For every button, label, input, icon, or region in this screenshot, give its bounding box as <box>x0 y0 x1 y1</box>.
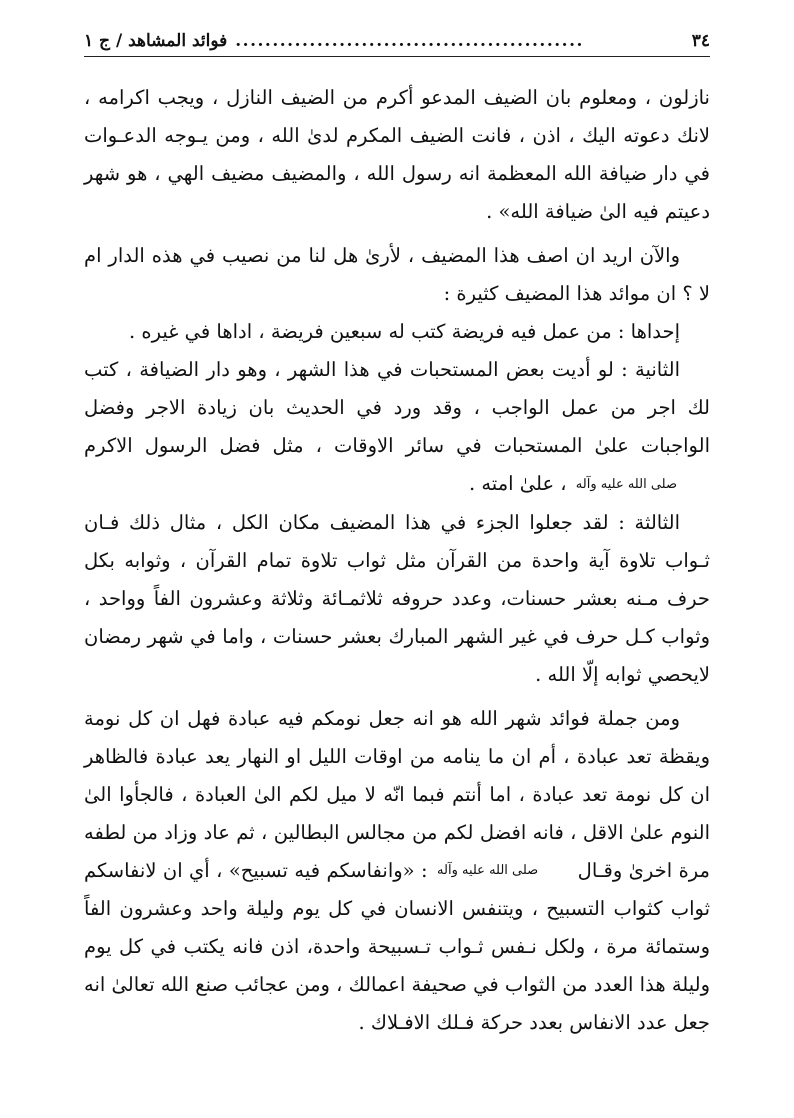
running-header <box>84 26 710 57</box>
second-benefit-text-end: ، علىٰ امته . <box>468 472 567 495</box>
book-title: فوائد المشاهد / ج ١ <box>84 31 228 51</box>
honorific-mark: صلى الله عليه وآله <box>575 476 677 492</box>
honorific-mark: صلى الله عليه وآله <box>437 863 539 878</box>
paragraph-third-benefit: الثالثة : لقد جعلوا الجزء في هذا المضيف مكان الكل ، مثال ذلك فـان ثـواب تلاوة آية واحدة من القرآن مثل ثواب تلاوة تمام القرآن ، وثوابه بكل حرف مـنه بعشر حسنات، وعدد حروفه ثلاثمـائة وثلاثة وعشرون الفاً وواحد ، وثواب كـل حرف في غير الشهر المبارك بعشر حسنات ، واما في شهر رمضان لايحصي ثوابه إلّا الله . <box>84 510 710 686</box>
paragraph-second-benefit <box>84 351 710 504</box>
paragraph-sleep-worship <box>84 700 710 1043</box>
header-dot-leader: ............................................... <box>235 31 584 51</box>
paragraph-guest-of-god: نازلون ، ومعلوم بان الضيف المدعو أكرم من الضيف النازل ، ويجب اكرامه ، لانك دعوته اليك ، اذن ، فانت الضيف المكرم لدىٰ الله ، ومن يـوجه الدعـوات في دار ضيافة الله المعظمة انه رسول الله ، والمضيف مضيف الهي ، هو شهر دعيتم فيه الىٰ ضيافة الله» . <box>84 86 710 223</box>
body-text <box>84 79 710 1042</box>
page-number: ٣٤ <box>691 31 710 51</box>
second-benefit-text: الثانية : لو أديت بعض المستحبات في هذا الشهر ، وهو دار الضيافة ، كتب لك اجر من عمل الواجب ، وقد ورد في الحديث بان زيادة الاجر وفضل الواجبات علىٰ المستحبات في سائر الاوقات ، مثل فضل الرسول الاكرم <box>84 358 710 457</box>
paragraph-first-benefit: إحداها : من عمل فيه فريضة كتب له سبعين فريضة ، اداها في غيره . <box>128 320 680 343</box>
sleep-worship-text: ومن جملة فوائد شهر الله هو انه جعل نومكم فيه عبادة فهل ان كل نومة ويقظة تعد عبادة ، أم ان ما ينامه من اوقات الليل او النهار يعد عبادة فالظاهر ان كل نومة تعد عبادة ، اما أنتم فبما انّه لا ميل لكم الىٰ العبادة ، فالجأوا الىٰ النوم علىٰ الاقل ، فانه افضل لكم من مجالس البطالين ، ثم عاد وزاد من لطفه مرة اخرىٰ وقـال <box>84 706 711 882</box>
paragraph-describe-host: والآن اريد ان اصف هذا المضيف ، لأرىٰ هل لنا من نصيب في هذه الدار ام لا ؟ ان موائد هذا المضيف كثيرة : <box>84 244 710 305</box>
sleep-worship-text-end: : «وانفاسكم فيه تسبيح» ، أي ان لانفاسكم ثواب كثواب التسبيح ، ويتنفس الانسان في كل يوم وليلة واحد وعشرون الفاً وستمائة مرة ، ولكل نـفس ثـواب تـسبيحة واحدة، اذن فانه يكتب في كل يوم وليلة هذا العدد من الثواب في صحيفة اعمالك ، ومن عجائب صنع الله تعالىٰ انه جعل عدد الانفاس بعدد حركة فـلك الافـلاك . <box>84 858 710 1034</box>
